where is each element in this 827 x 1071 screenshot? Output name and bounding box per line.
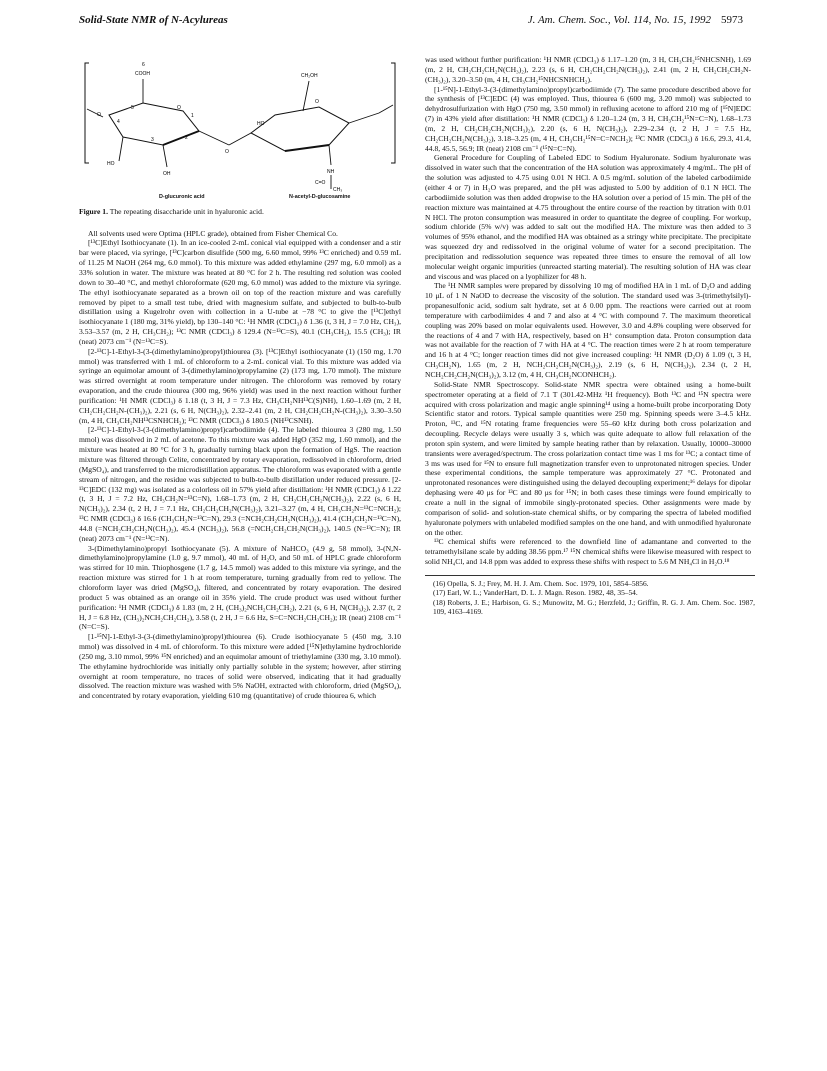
reference-item: (18) Roberts, J. E.; Harbison, G. S.; Munowitz, M. G.; Herzfeld, J.; Griffin, R. G. J. Am. Chem. Soc. 1987, 109, 4163–4169. xyxy=(433,597,755,617)
paragraph: The ¹H NMR samples were prepared by dissolving 10 mg of modified HA in 1 mL of D₂O and adding 10 μL of 1 N NaOD to decrease the viscosity of the solution. The standard used was 3-(trimethylsilyl)-propanesulfonic acid, sodium salt hydrate, set at δ 0.00 ppm. The reactions were carried out at room temperature with carbodiimides 4 and 7 and also at 4 °C with compound 7. The maximum theoretical coupling was 20% based on molar equivalents used. However, 3.0 and 4.8% coupling were observed for the reactions of 4 and 7 with HA, respectively, based on H⁺ consumption data. Proton consumption data was not available for the reaction of 7 with HA at 4 °C. The reaction times were 2 h at room temperature and 16 h at 4 °C; longer reaction times did not give increased coupling: ¹H NMR (D₂O) δ 1.09 (t, 3 H, CH₃CH₂N), 1.65 (m, 2 H, NCH₂CH₂CH₂N(CH₃)₂), 2.19 (s, 6 H, N(CH₃)₂), 2.34 (t, 2 H, NCH₂CH₂CH₂N(CH₃)₂), 3.12 (m, 4 H, CH₃CH₂NCONHCH₂). xyxy=(425,281,751,379)
paragraph: [¹³C]Ethyl Isothiocyanate (1). In an ice-cooled 2-mL conical vial equipped with a condenser and a stir bar were placed, via syringe, [¹³C]carbon disulfide (500 mg, 6.60 mmol, 99% ¹³C enriched) and 0.59 mL of 11.25 M NaOH (264 mg, 6.0 mmol). To this mixture was added ethylamine (297 mg, 6.0 mmol) as a 33% solution in water. The mixture was heated at 80 °C for 2 h. The resulting red solution was cooled down to 30–40 °C, and methyl chloroformate (620 mg, 6.0 mmol) was added to the mixture via syringe. The ethyl isothiocyanate separated as a brown oil on top of the reaction mixture and was carefully removed by pipet to a small test tube, dried with magnesium sulfate, and subjected to bulb-to-bulb distillation using a Kugelrohr oven with collection in a U-tube at −78 °C to give the [¹³C]ethyl isothiocyanate 1 (180 mg, 31% yield), bp 130–140 °C: ¹H NMR (CDCl₃) δ 1.36 (t, 3 H, J = 7.0 Hz, CH₃), 3.53–3.57 (m, 2 H, CH₃CH₂); ¹³C NMR (CDCl₃) δ 129.4 (N=¹³C=S), 40.1 (CH₃CH₂), 15.5 (CH₃); IR (neat) 2073 cm⁻¹ (N=¹³C=S). xyxy=(79,238,401,346)
c6-number: 6 xyxy=(142,62,145,68)
paragraph: [2-¹³C]-1-Ethyl-3-(3-(dimethylamino)propyl)carbodiimide (4). The labeled thiourea 3 (280 mg, 1.50 mmol) was dissolved in 2 mL of acetone. To this mixture was added HgO (352 mg, 1.60 mmol), and the mixture was heated at 80 °C for 3 h, gradually turning black upon the formation of HgS. The reaction mixture was filtered through Celite, concentrated by rotary evaporation, redissolved in chloroform, dried (MgSO₄), and transferred to the microdistillation apparatus. The chloroform was evaporated with a gentle stream of nitrogen, and the residue was subjected to bulb-to-bulb distillation under reduced pressure. [2-¹³C]EDC (132 mg) was isolated as a colorless oil in 57% yield after distillation: ¹H NMR (CDCl₃) δ 1.22 (t, 3 H, J = 7.2 Hz, CH₃CH₂N=¹³C=N), 1.68–1.73 (m, 2 H, CH₂CH₂CH₂N(CH₃)₂), 2.22 (s, 6 H, N(CH₃)₂), 2.34 (t, 2 H, J = 7.1 Hz, CH₂CH₂CH₂N(CH₃)₂), 3.21–3.27 (m, 4 H, CH₃CH₂N=¹³C=NCH₂); ¹³C NMR (CDCl₃) δ 16.6 (CH₃CH₂N=¹³C=N), 29.3 (=NCH₂CH₂CH₂N(CH₃)₂), 41.4 (CH₃CH₂N=¹³C=N), 44.8 (=NCH₂CH₂CH₂N(CH₃)₂), 45.4 (NCH₃)₂), 56.8 (=NCH₂CH₂CH₂N(CH₃)₂), 140.5 (N=¹³C=N); IR (neat) 2073 cm⁻¹ (N=¹³C=N). xyxy=(79,425,401,543)
c5-number: 5 xyxy=(131,105,134,111)
c3-number: 3 xyxy=(151,137,154,143)
carbonyl-label: C=O xyxy=(315,180,326,186)
reference-item: (17) Earl, W. L.; VanderHart, D. L. J. Magn. Reson. 1982, 48, 35–54. xyxy=(433,588,638,598)
c2-number: 2 xyxy=(185,135,188,141)
figure-caption-label: Figure 1. xyxy=(79,207,108,216)
paragraph: was used without further purification: ¹H NMR (CDCl₃) δ 1.17–1.20 (m, 3 H, CH₃CH₂¹⁵NHCSNH), 1.69 (m, 2 H, CH₂CH₂CH₂N(CH₃)₂), 2.23 (s, 6 H, CH₂CH₂CH₂N(CH₃)₂), 2.41 (m, 2 H, CH₂CH₂CH₂N-(CH₃)₂), 3.20–3.50 (m, 4 H, CH₃CH₂¹⁵NHCSNHCH₂). xyxy=(425,55,751,84)
ho-label-1: HO xyxy=(107,161,115,167)
running-title: Solid-State NMR of N-Acylureas xyxy=(79,14,228,26)
paragraph: Solid-State NMR Spectroscopy. Solid-state NMR spectra were obtained using a home-built spectrometer operating at a field of 7.1 T (301.42-MHz ¹H frequency). Both ¹³C and ¹⁵N spectra were acquired with cross polarization and magic angle spinning¹⁴ using a home-built probe incorporating Doty Scientific stator and rotors. Typical sample quantities were 250 mg. Spinning speeds were 3–4.5 kHz. Proton, ¹³C, and ¹⁵N rotating frame frequencies were 55–60 kHz during both cross polarization and decoupling. Recycle delays were usually 3 s, which was quite adequate to allow full relaxation of the proton spin system, and were limited by sample heating rather than by relaxation. Usually, 10000–30000 transients were averaged/spectrum. The cross polarization contact time was 1 ms for ¹³C; a contact time of 3 ms was used for ¹⁵N to ensure full magnetization transfer even to unprotonated nitrogen species. Under these experimental conditions, the sample temperature was approximately 27 °C. Protonated and unprotonated resonances were distinguished using the delayed decoupling experiment;¹⁶ delays for dipolar dephasing were 40 μs for ¹³C and 80 μs for ¹⁵N; in both cases these timings were found empirically to create a null in the signal of immobile singly-protonated species. Other assignments were made by comparison of solid- and solution-state chemical shifts, or by comparing the spectra of labeled modified hyaluronate polymers with unlabeled modified samples on the one hand, and with unmodified hyaluronate on the other. xyxy=(425,379,751,537)
figure-caption-text: The repeating disaccharide unit in hyaluronic acid. xyxy=(109,207,264,216)
reference-item: (16) Opella, S. J.; Frey, M. H. J. Am. Chem. Soc. 1979, 101, 5854–5856. xyxy=(433,578,649,588)
paragraph: 3-(Dimethylamino)propyl Isothiocyanate (5). A mixture of NaHCO₃ (4.9 g, 58 mmol), 3-(N,N-dimethylamino)propylamine (1.0 g, 9.7 mmol), 40 mL of H₂O, and 50 mL of HPLC grade chloroform was stirred for 10 min. Thiophosgene (1.7 g, 14.5 mmol) was added to this mixture via syringe, and the reaction mixture was stirred for 1 h at room temperature, turning gradually from red to yellow. The chloroform layer was dried (MgSO₄), filtered, and concentrated by rotary evaporation. The desired product 5 was obtained as an orange oil in 35% yield. The crude product was used without further purification: ¹H NMR (CDCl₃) δ 1.83 (m, 2 H, (CH₃)₂NCH₂CH₂CH₂), 2.21 (s, 6 H, N(CH₃)₂), 2.37 (t, 2 H, J = 6.8 Hz, (CH₃)₂NCH₂CH₂CH₂), 3.58 (t, 2 H, J = 6.6 Hz, S=C=NCH₂CH₂CH₂); IR (neat) 2108 cm⁻¹ (N=C=S). xyxy=(79,543,401,632)
paragraph: [1-¹⁵N]-1-Ethyl-3-(3-(dimethylamino)propyl)carbodiimide (7). The same procedure described above for the synthesis of [¹³C]EDC (4) was employed. Thus, thiourea 6 (600 mg, 3.20 mmol) was subjected to dehydrosulfurization with HgO (750 mg, 3.50 mmol) in refluxing acetone to afford 210 mg of [¹⁵N]EDC (7) in 43% yield after distillation: ¹H NMR (CDCl₃) δ 1.20–1.24 (m, 3 H, CH₃CH₂¹⁵N=C=N), 1.68–1.73 (m, 2 H, CH₂CH₂CH₂N(CH₃)₂), 2.20 (s, 6 H, N(CH₃)₂), 2.29–2.34 (t, 2 H, J = 7.5 Hz, CH₂CH₂CH₂N(CH₃)₂), 3.18–3.25 (m, 4 H, CH₃CH₂¹⁵N=C=NCH₂); ¹³C NMR (CDCl₃) δ 16.6, 29.3, 41.4, 44.8, 45.5, 56.9; IR (neat) 2108 cm⁻¹ (¹⁵N=C=N). xyxy=(425,84,751,153)
nh-label: NH xyxy=(327,169,335,175)
link-oxygen: O xyxy=(97,112,101,118)
paragraph: [2-¹³C]-1-Ethyl-3-(3-(dimethylamino)propyl)thiourea (3). [¹³C]Ethyl isothiocyanate (1) (150 mg, 1.70 mmol) was transferred with 1 mL of chloroform to a 2-mL conical vial. To this mixture was added via syringe an equimolar amount of 3-(dimethylamino)propylamine (2) (173 mg, 1.70 mmol). The mixture was stirred overnight at room temperature under nitrogen. The chloroform was removed by rotary evaporation, and the crude thiourea (300 mg, 96% yield) was used in the next reaction without further purification: ¹H NMR (CDCl₃) δ 1.18 (t, 3 H, J = 7.3 Hz, CH₃CH₂NH¹³C(S)NH), 1.60–1.69 (m, 2 H, CH₂CH₂CH₂N-(CH₃)₂), 2.21 (s, 6 H, N(CH₃)₂), 2.32–2.41 (m, 2 H, CH₂CH₂CH₂N-(CH₃)₂), 3.30–3.50 (m, 4 H, CH₃CH₂NH¹³CSNHCH₂); ¹³C NMR (CDCl₃) δ 180.5 (NH¹³CSNH). xyxy=(79,346,401,425)
cooh-label: COOH xyxy=(135,71,150,77)
glucuronic-acid-label: D-glucuronic acid xyxy=(159,194,205,200)
paragraph: All solvents used were Optima (HPLC grade), obtained from Fisher Chemical Co. xyxy=(88,228,338,238)
glycosidic-oxygen: O xyxy=(225,149,229,155)
ho-label-2: HO xyxy=(257,121,265,127)
ch2oh-label: CH₂OH xyxy=(301,73,318,79)
ring-oxygen-1: O xyxy=(177,105,181,111)
figure-caption xyxy=(79,207,401,217)
left-column xyxy=(79,45,401,701)
c4-number: 4 xyxy=(117,119,120,125)
paragraph: ¹³C chemical shifts were referenced to the downfield line of adamantane and converted to the tetramethylsilane scale by adding 38.56 ppm.¹⁷ ¹⁵N chemical shifts were likewise measured with respect to solid NH₄Cl, and 14.8 ppm was added to express these shifts with respect to 5.6 M NH₄Cl in H₂O.¹⁸ xyxy=(425,537,751,567)
ring-oxygen-2: O xyxy=(315,99,319,105)
figure-sublabels xyxy=(79,193,401,205)
journal-citation xyxy=(528,14,743,26)
running-head xyxy=(79,14,743,32)
oh-label-1: OH xyxy=(163,171,171,177)
disaccharide-structure-diagram xyxy=(79,45,401,193)
paragraph: [1-¹⁵N]-1-Ethyl-3-(3-(dimethylamino)propyl)thiourea (6). Crude isothiocyanate 5 (450 mg, 3.10 mmol) was dissolved in 4 mL of chloroform. To this mixture were added [¹⁵N]ethylamine hydrochloride (250 mg, 3.10 mmol, 99% ¹⁵N enriched) and an equimolar amount of triethylamine (330 mg, 3.10 mmol). The ethylamine hydrochloride was initially only partially soluble in the system; however, after stirring overnight at room temperature, no traces of solid were observed, indicating that it had gradually dissolved. The reaction mixture was washed with 5% NaOH, extracted with chloroform, dried (MgSO₄), and concentrated by rotary evaporation, yielding 610 mg (quantitative) of crude thiourea 6, which xyxy=(79,632,401,701)
paragraph: General Procedure for Coupling of Labeled EDC to Sodium Hyaluronate. Sodium hyaluronate was dissolved in water such that the concentration of the HA solution was approximately 4 mg/mL. The pH of the solution was adjusted to 4.75 using 0.01 N HCl. A 0.5 mg/mL solution of the labeled carbodiimide (either 4 or 7) in H₂O was prepared, and the pH was adjusted to 5.00 by addition of 0.1 N HCl. The carbodiimide solution was then added dropwise to the HA solution over a period of 15 min. The pH of the reaction mixture was maintained at 4.75 throughout the entire course of the reaction by titration with 0.01 N HCl. The proton consumption was measured in order to quantitate the degree of coupling. For workup, sodium chloride (5% w/v) was added to salt out the modified HA. The mixture was then added to 3 volumes of 95% ethanol, and the modified HA was obtained as a stringy white precipitate. The precipitate was squeezed dry and redissolved in the original volume of water for a second precipitation. The precipitation and redissolution sequence was repeated three times to ensure the removal of all low molecular weight organic impurities (unreacted starting material). The resulting solution of HA was clear and viscous and was placed on a lyophilizer for 48 h. xyxy=(425,153,751,281)
ch3-label: CH₃ xyxy=(333,187,343,193)
right-column xyxy=(425,55,755,617)
c1-number: 1 xyxy=(191,113,194,119)
journal-name: J. Am. Chem. Soc., Vol. 114, No. 15, 1992 xyxy=(527,14,711,26)
acetylglucosamine-label: N-acetyl-D-glucosamine xyxy=(289,194,351,200)
figure-1 xyxy=(79,45,401,193)
page-number: 5973 xyxy=(721,14,743,26)
references xyxy=(425,575,755,617)
